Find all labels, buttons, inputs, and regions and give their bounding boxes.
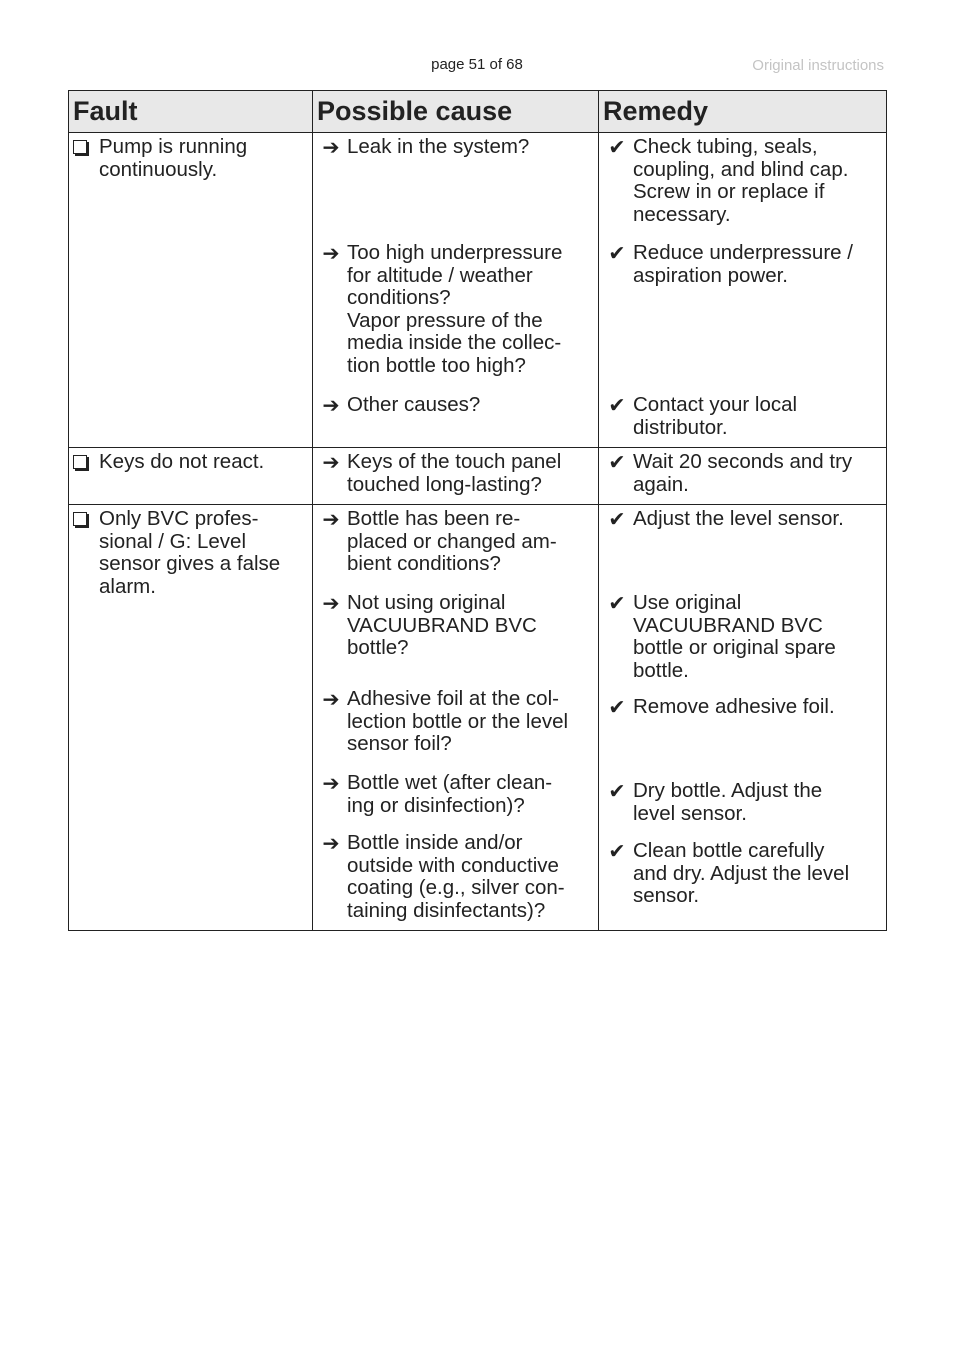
remedy-item	[601, 592, 884, 682]
fault-item	[71, 136, 310, 181]
cause-text: Keys of the touch panel touched long-lasting?	[347, 450, 562, 496]
remedy-text: Contact your local distributor.	[633, 393, 798, 439]
checkmark-icon: ✔	[608, 507, 626, 531]
fault-cell	[69, 505, 313, 931]
cause-item	[315, 772, 596, 818]
checkbox-icon	[71, 451, 99, 475]
checkbox-icon	[71, 136, 99, 181]
cause-text: Not using original VACUUBRAND BVC bottle?	[347, 591, 537, 659]
document-note: Original instructions	[752, 57, 884, 74]
remedy-text: Reduce underpressure / aspiration power.	[633, 241, 853, 287]
cause-item	[315, 832, 596, 922]
table-body	[69, 133, 887, 931]
table-row	[69, 133, 887, 448]
cause-cell	[313, 133, 599, 448]
checkmark-icon: ✔	[608, 450, 626, 474]
remedy-text: Use original VACUUBRAND BVC bottle or original spare bottle.	[633, 591, 836, 682]
remedy-text: Adjust the level sensor.	[633, 507, 844, 530]
remedy-text: Remove adhesive foil.	[633, 695, 835, 718]
cause-text: Leak in the system?	[347, 135, 530, 158]
fault-text: Pump is running continuously.	[99, 135, 248, 181]
cause-item	[315, 592, 596, 674]
remedy-text: Wait 20 seconds and try again.	[633, 450, 853, 496]
remedy-text: Check tubing, seals, coupling, and blind cap. Screw in or replace if necessary.	[633, 135, 849, 226]
arrow-right-icon: ➔	[322, 135, 340, 159]
cause-item	[315, 394, 596, 430]
cause-item	[315, 136, 596, 228]
arrow-right-icon: ➔	[322, 393, 340, 417]
cause-item	[315, 688, 596, 758]
cause-item	[315, 508, 596, 578]
checkmark-icon: ✔	[608, 779, 626, 803]
remedy-item	[601, 451, 884, 496]
arrow-right-icon: ➔	[322, 450, 340, 474]
fault-item	[71, 508, 310, 598]
cause-text: Too high underpressure for altitude / weather conditions? Vapor pressure of the media inside the collec- tion bottle too high?	[347, 241, 563, 377]
checkmark-icon: ✔	[608, 591, 626, 615]
checkmark-icon: ✔	[608, 135, 626, 159]
arrow-right-icon: ➔	[322, 771, 340, 795]
remedy-item	[601, 696, 884, 766]
cause-text: Adhesive foil at the col- lection bottle or the level sensor foil?	[347, 687, 569, 755]
remedy-item	[601, 780, 884, 826]
arrow-right-icon: ➔	[322, 241, 340, 265]
checkmark-icon: ✔	[608, 393, 626, 417]
remedy-item	[601, 242, 884, 380]
cause-item	[315, 451, 596, 496]
cause-cell	[313, 448, 599, 505]
header-possible-cause: Possible cause	[313, 91, 599, 133]
checkbox-icon	[71, 508, 99, 598]
cause-text: Bottle wet (after clean- ing or disinfection)?	[347, 771, 553, 817]
troubleshooting-table	[68, 90, 887, 931]
arrow-right-icon: ➔	[322, 591, 340, 615]
fault-cell	[69, 448, 313, 505]
fault-item	[71, 451, 310, 475]
table-row	[69, 448, 887, 505]
remedy-text: Dry bottle. Adjust the level sensor.	[633, 779, 823, 825]
arrow-right-icon: ➔	[322, 831, 340, 855]
table-row	[69, 505, 887, 931]
checkmark-icon: ✔	[608, 839, 626, 863]
remedy-item	[601, 394, 884, 439]
fault-text: Only BVC profes- sional / G: Level sensor gives a false alarm.	[99, 507, 281, 598]
remedy-cell	[599, 505, 887, 931]
cause-text: Bottle has been re- placed or changed am- bient conditions?	[347, 507, 557, 575]
remedy-cell	[599, 448, 887, 505]
remedy-text: Clean bottle carefully and dry. Adjust the level sensor.	[633, 839, 850, 907]
arrow-right-icon: ➔	[322, 687, 340, 711]
cause-item	[315, 242, 596, 380]
table-header-row	[69, 91, 887, 133]
checkmark-icon: ✔	[608, 695, 626, 719]
checkmark-icon: ✔	[608, 241, 626, 265]
cause-text: Bottle inside and/or outside with conductive coating (e.g., silver con- taining disinfectants)?	[347, 831, 565, 922]
header-remedy: Remedy	[599, 91, 887, 133]
header-fault: Fault	[69, 91, 313, 133]
remedy-item	[601, 508, 884, 578]
fault-cell	[69, 133, 313, 448]
cause-cell	[313, 505, 599, 931]
remedy-item	[601, 840, 884, 920]
fault-text: Keys do not react.	[99, 450, 265, 473]
remedy-cell	[599, 133, 887, 448]
page-number: page 51 of 68	[431, 56, 523, 73]
remedy-item	[601, 136, 884, 228]
arrow-right-icon: ➔	[322, 507, 340, 531]
cause-text: Other causes?	[347, 393, 481, 416]
